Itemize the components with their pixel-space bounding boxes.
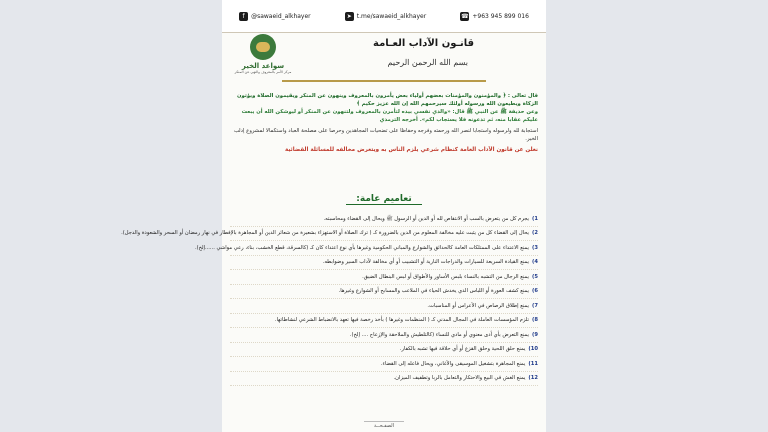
item-text: تلزم المؤسسات العاملة في المجال المدني كـ ( المنظمات وغيرها ) بأخذ رخصة فيها تعهد بالانضباط الشرعي لنشاطاتها.	[274, 317, 529, 324]
document-title: قانـون الآداب العـامة	[373, 38, 474, 49]
item-number: 7)	[532, 302, 538, 309]
organization-logo	[230, 34, 296, 74]
list-item	[230, 372, 538, 387]
handshake-logo-icon	[250, 34, 276, 60]
telegram-contact	[345, 12, 426, 21]
list-item	[230, 314, 538, 329]
item-number: 4)	[532, 259, 538, 266]
logo-name: سواعد الخير	[241, 62, 285, 70]
item-text: يحال إلى القضاء كل من يثبت عليه مخالفة المعلوم من الدين بالضرورة كـ ( ترك الصلاة أو الاستهزاء بشعيرة من شعائر الدين أو المجاهرة بالإفطار في نهار رمضان أو السحر والشعوذة والدجل).	[121, 230, 529, 237]
facebook-contact	[239, 12, 311, 21]
list-item	[230, 299, 538, 314]
whatsapp-icon: ☎	[461, 12, 469, 20]
item-text: يجرم كل من يتعرض بالسب أو الانتقاص لله أو الدين أو الرسول ﷺ ويحال إلى القضاء ومحاسبته.	[323, 215, 529, 222]
phone-number: +963 945 899 016	[472, 12, 529, 20]
list-item	[230, 212, 538, 227]
quran-verse: قال تعالى : ﴿ والمؤمنون والمؤمنات بعضهم أولياء بعض يأمرون بالمعروف وينهون عن المنكر ويقيمون الصلاة ويؤتون الزكاة ويطيعون الله ورسوله أولئك سيرحمهم الله إن الله عزيز حكيم ﴾	[236, 93, 538, 107]
item-number: 12)	[528, 375, 538, 382]
hadith-quote: وعن حذيفة ﷺ عن النبي ﷺ قال: «والذي نفسي بيده لتأمرن بالمعروف ولتنهون عن المنكر أو ليوشكن الله أن يبعث عليكم عقابا منه، ثم تدعونه فلا يستجاب لكم». أخرجه الترمذي	[241, 109, 538, 123]
item-text: يمنع كشف العورة أو اللباس الذي يخدش الحياء في الملاعب والمسابح أو الشوارع وغيرها.	[338, 288, 529, 295]
facebook-icon: f	[239, 12, 248, 21]
telegram-icon: ➤	[346, 12, 352, 20]
document-header	[222, 32, 546, 88]
footer-label: الصفـحــة	[364, 421, 404, 429]
basmala: بسم الله الرحمن الرحيم	[387, 58, 468, 67]
item-text: يمنع الرجال من التشبه بالنساء بلبس الأساور والأطواق أو لبس البنطال الضيق.	[362, 273, 529, 280]
introduction	[230, 92, 538, 154]
item-text: يمنع التعرض بأي أذى معنوي أو مادي للنساء (كالتلطيش والملاحقة والإزعاج .... إلخ).	[349, 331, 529, 338]
page-footer	[222, 418, 546, 432]
intro-paragraph: استجابة لله ولرسوله واستجابا لنصر الله ورحمته وفرجه وحفاظا على تضحيات المجاهدين وحرصا على مصلحة العباد واستكمالا لمشروع إدلب الخير.	[233, 128, 538, 142]
left-margin	[0, 0, 222, 432]
item-number: 11)	[528, 360, 538, 367]
section-title	[222, 194, 546, 204]
contact-bar	[222, 0, 546, 33]
rules-list	[121, 212, 538, 386]
right-margin	[546, 0, 768, 432]
item-text: يمنع حلق اللحية وحلق القزع أو أي حلاقة فيها تشبه بالكفار.	[399, 346, 526, 353]
item-number: 8)	[532, 317, 538, 324]
list-item	[230, 328, 538, 343]
item-text: يمنع القيادة السريعة للسيارات والدراجات النارية أو التشبيب أو أي مخالفة لآداب السير وضوابطه.	[322, 259, 529, 266]
item-number: 2)	[532, 230, 538, 237]
section-title-text: تعاميم عامة:	[346, 194, 421, 205]
item-number: 6)	[532, 288, 538, 295]
item-number: 9)	[532, 331, 538, 338]
item-number: 5)	[532, 273, 538, 280]
item-text: يمنع المجاهرة بتشغيل الموسيقى والأغاني، ويحال فاعله إلى القضاء.	[380, 360, 526, 367]
item-text: يمنع إطلاق الرصاص في الأعراس أو المناسبات.	[427, 302, 529, 309]
list-item	[194, 241, 538, 256]
law-announcement: نعلن عن قانون الآداب العامة كنظام شرعي يلزم الناس به ويتعرض مخالفه للمسائلة القضائية	[284, 147, 538, 153]
list-item	[230, 357, 538, 372]
logo-tagline: مركز الأمر بالمعروف والنهي عن المنكر	[234, 70, 292, 74]
phone-contact	[460, 12, 529, 21]
telegram-handle: t.me/sawaeid_alkhayer	[356, 12, 427, 20]
ornament-divider	[282, 80, 486, 82]
list-item	[230, 256, 538, 271]
facebook-handle: @sawaeid_alkhayer	[251, 12, 311, 20]
item-number: 1)	[532, 215, 538, 222]
list-item	[230, 285, 538, 300]
item-number: 3)	[532, 244, 538, 251]
item-text: يمنع الاعتداء على الممتلكات العامة كالحدائق والشوارع والمباني الحكومية وغيرها بأي نوع اعتداء كان كـ (كالسرقة، قطع الخشب، بناء، رعي مواشي ......إلخ).	[194, 244, 529, 251]
item-text: يمنع الغش في البيع والاحتكار والتعامل بالربا وتطفيف الميزان.	[393, 375, 526, 382]
list-item	[230, 270, 538, 285]
document-page	[121, 0, 546, 432]
item-number: 10)	[528, 346, 538, 353]
list-item	[230, 343, 538, 358]
list-item	[121, 227, 538, 242]
